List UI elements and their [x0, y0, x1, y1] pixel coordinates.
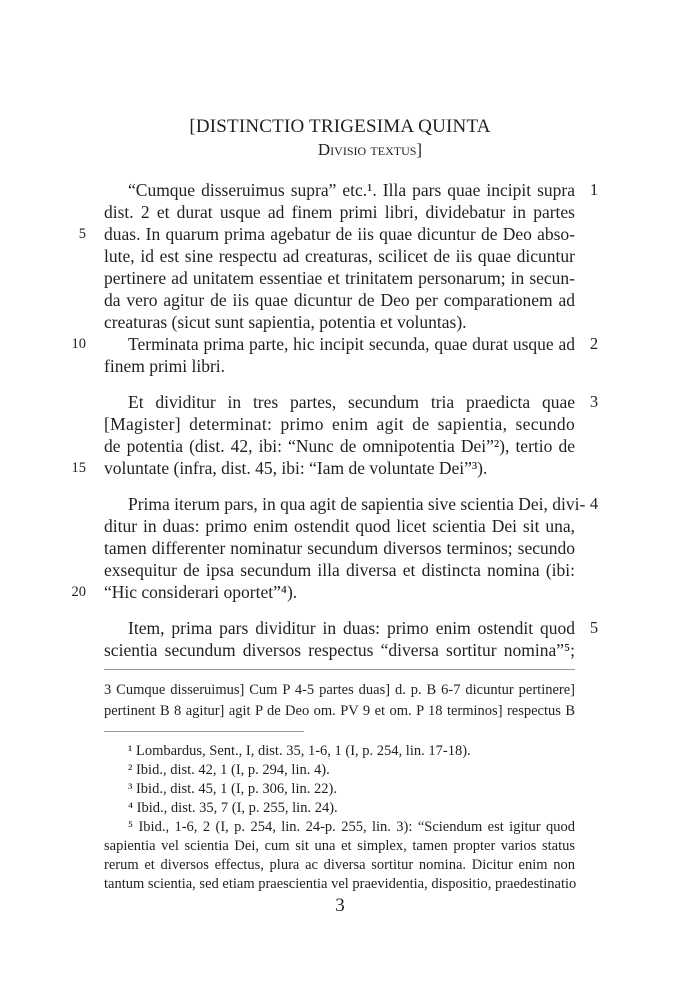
text-line: scientia secundum diversos respectus “diversa sortitur nomina”⁵; — [104, 640, 575, 660]
text-line: creaturas (sicut sunt sapientia, potentia et voluntas). — [104, 312, 467, 332]
line-number: 15 — [71, 460, 86, 476]
footnote: tantum scientia, sed etiam praescientia vel praevidentia, dispositio, praedestinatio — [104, 876, 577, 892]
text-line: de potentia (dist. 42, ibi: “Nunc de omnipotentia Dei”²), tertio de — [104, 436, 575, 456]
page-number: 3 — [335, 895, 345, 916]
text-line: ditur in duas: primo enim ostendit quod licet scientia Dei sit una, — [104, 516, 575, 536]
footnote: ⁴ Ibid., dist. 35, 7 (I, p. 255, lin. 24). — [128, 800, 338, 816]
apparatus-line: pertinent B 8 agitur] agit P de Deo om. PV 9 et om. P 18 terminos] respectus B — [104, 703, 575, 719]
text-line: finem primi libri. — [104, 356, 226, 376]
text-line: Item, prima pars dividitur in duas: primo enim ostendit quod — [128, 618, 575, 638]
paragraph-number: 2 — [589, 334, 599, 353]
footnote: sapientia vel scientia Dei, cum sit una et simplex, tamen propter varios status — [104, 838, 575, 854]
paragraph-number: 3 — [589, 392, 599, 411]
text-line: duas. In quarum prima agebatur de iis quae dicuntur de Deo abso- — [104, 224, 575, 244]
text-line: “Hic considerari oportet”⁴). — [104, 582, 298, 602]
chapter-title: [DISTINCTIO TRIGESIMA QUINTA — [189, 116, 491, 137]
text-line: “Cumque disseruimus supra” etc.¹. Illa pars quae incipit supra — [128, 180, 575, 200]
line-number: 20 — [71, 584, 86, 600]
footnote: ² Ibid., dist. 42, 1 (I, p. 294, lin. 4). — [128, 762, 330, 778]
text-line: [Magister] determinat: primo enim agit de sapientia, secundo — [104, 414, 575, 434]
text-line: Prima iterum pars, in qua agit de sapientia sive scientia Dei, divi- — [128, 494, 586, 514]
text-line: da vero agitur de iis quae dicuntur de Deo per comparationem ad — [104, 290, 575, 310]
footnote-rule — [104, 731, 304, 732]
apparatus-rule — [104, 669, 575, 670]
line-number: 5 — [78, 226, 86, 242]
line-number: 10 — [71, 336, 86, 352]
text-line: voluntate (infra, dist. 45, ibi: “Iam de voluntate Dei”³). — [104, 458, 488, 478]
text-line: exsequitur de ipsa secundum illa diversa et distincta nomina (ibi: — [104, 560, 575, 580]
text-line: tamen differenter nominatur secundum diversos terminos; secundo — [104, 538, 575, 558]
paragraph-number: 4 — [589, 494, 599, 513]
paragraph-number: 5 — [589, 618, 599, 637]
text-line: dist. 2 et durat usque ad finem primi libri, dividebatur in partes — [104, 202, 575, 222]
text-line: Terminata prima parte, hic incipit secunda, quae durat usque ad — [128, 334, 575, 354]
footnote: rerum et diversos effectus, plura ac diversa sortitur nomina. Dicitur enim non — [104, 857, 575, 873]
text-line: lute, id est sine respectu ad creaturas, scilicet de iis quae dicuntur — [104, 246, 575, 266]
text-line: pertinere ad unitatem essentiae et trinitatem personarum; in secun- — [104, 268, 575, 288]
paragraph-number: 1 — [589, 180, 599, 199]
chapter-subtitle: Divisio textus] — [317, 140, 423, 159]
footnote: ³ Ibid., dist. 45, 1 (I, p. 306, lin. 22). — [128, 781, 337, 797]
footnote: ⁵ Ibid., 1-6, 2 (I, p. 254, lin. 24-p. 255, lin. 3): “Sciendum est igitur quod — [128, 819, 575, 835]
text-line: Et dividitur in tres partes, secundum tria praedicta quae — [128, 392, 575, 412]
footnote: ¹ Lombardus, Sent., I, dist. 35, 1-6, 1 (I, p. 254, lin. 17-18). — [128, 743, 471, 759]
apparatus-line: 3 Cumque disseruimus] Cum P 4-5 partes duas] d. p. B 6-7 dicuntur pertinere] — [104, 682, 575, 698]
